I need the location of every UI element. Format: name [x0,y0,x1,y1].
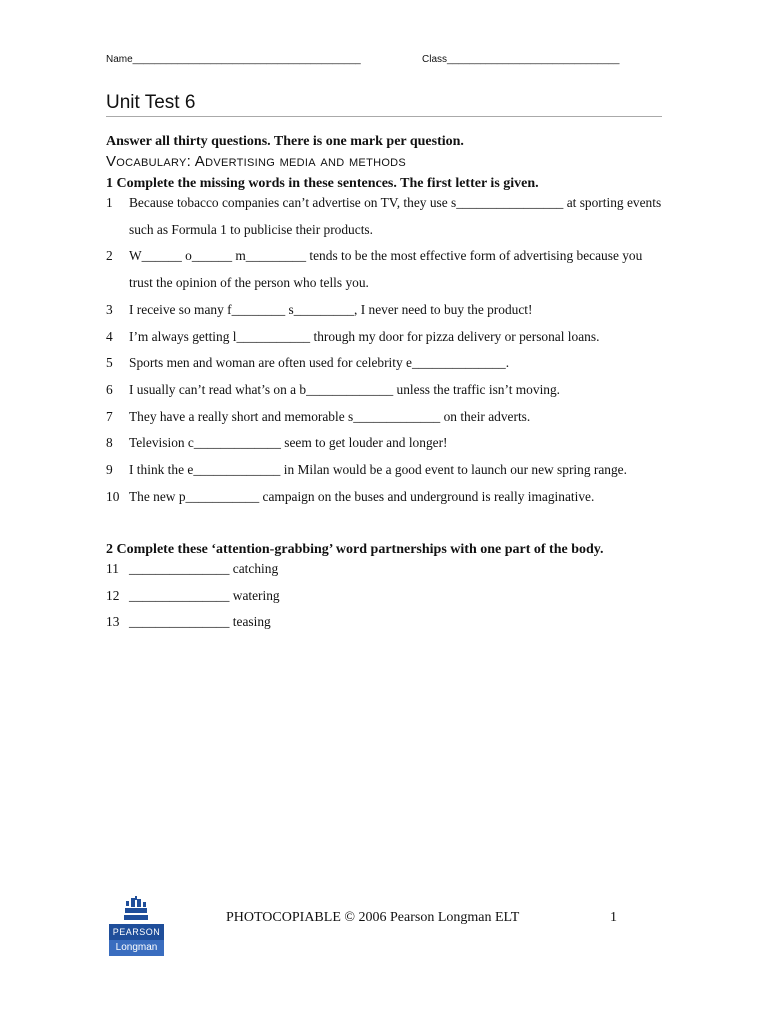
title-divider [106,116,662,117]
question-text: _______________ teasing [129,614,271,629]
question-text: Sports men and woman are often used for celebrity e______________. [129,355,510,371]
question-text: _______________ catching [129,561,279,576]
page-title: Unit Test 6 [106,92,196,113]
question-item [106,324,666,351]
question-item [106,297,666,324]
page-number: 1 [610,910,617,925]
question-text: W______ o______ m_________ tends to be the most effective form of advertising because you trust the opinion of the person who tells you. [129,248,643,291]
question-item [106,190,666,243]
question-text: I usually can’t read what’s on a b_____________ unless the traffic isn’t moving. [129,381,561,397]
question-item [106,609,280,636]
question-text: _______________ watering [129,587,280,603]
exercise-2-instruction: 2 Complete these ‘attention-grabbing’ word partnerships with one part of the body. [106,542,604,557]
question-number: 6 [106,381,113,397]
section-heading: Vocabulary: Advertising media and methods [106,153,407,170]
question-text: I receive so many f________ s_________, I never need to buy the product! [129,301,533,317]
test-instructions: Answer all thirty questions. There is one mark per question. [106,134,464,149]
question-item [106,243,666,296]
question-number: 11 [106,561,119,576]
question-text: Television c_____________ seem to get louder and longer! [129,435,448,451]
question-item [106,430,666,457]
question-number: 4 [106,328,113,344]
footer-copyright: PHOTOCOPIABLE © 2006 Pearson Longman ELT [226,910,520,925]
question-number: 7 [106,408,113,424]
question-number: 12 [106,587,120,603]
question-number: 5 [106,355,113,371]
logo-brand: PEARSON [109,924,164,940]
question-item [106,350,666,377]
class-field[interactable]: Class_______________________________ [422,54,620,65]
question-number: 13 [106,614,120,629]
exercise-1-list [106,190,666,510]
question-item [106,377,666,404]
question-text: I’m always getting l___________ through my door for pizza delivery or personal loans. [129,328,600,344]
ship-icon [109,896,164,924]
name-field[interactable]: Name_________________________________________ [106,54,361,65]
exercise-1-instruction: 1 Complete the missing words in these sentences. The first letter is given. [106,176,539,191]
question-number: 10 [106,488,120,504]
pearson-longman-logo [109,896,164,956]
question-number: 9 [106,462,113,478]
question-text: Because tobacco companies can’t advertise on TV, they use s________________ at sporting events such as Formula 1 to publicise their products. [129,195,662,237]
question-number: 1 [106,195,113,210]
logo-sub-brand: Longman [109,940,164,956]
question-item [106,484,666,511]
question-number: 2 [106,248,113,264]
question-text: I think the e_____________ in Milan would be a good event to launch our new spring range. [129,462,627,478]
exercise-2-list [106,556,280,636]
question-number: 8 [106,435,113,451]
question-text: They have a really short and memorable s_____________ on their adverts. [129,408,531,424]
question-item [106,457,666,484]
question-item [106,583,280,610]
question-number: 3 [106,301,113,317]
question-item [106,404,666,431]
question-item [106,556,280,583]
question-text: The new p___________ campaign on the buses and underground is really imaginative. [129,488,595,504]
